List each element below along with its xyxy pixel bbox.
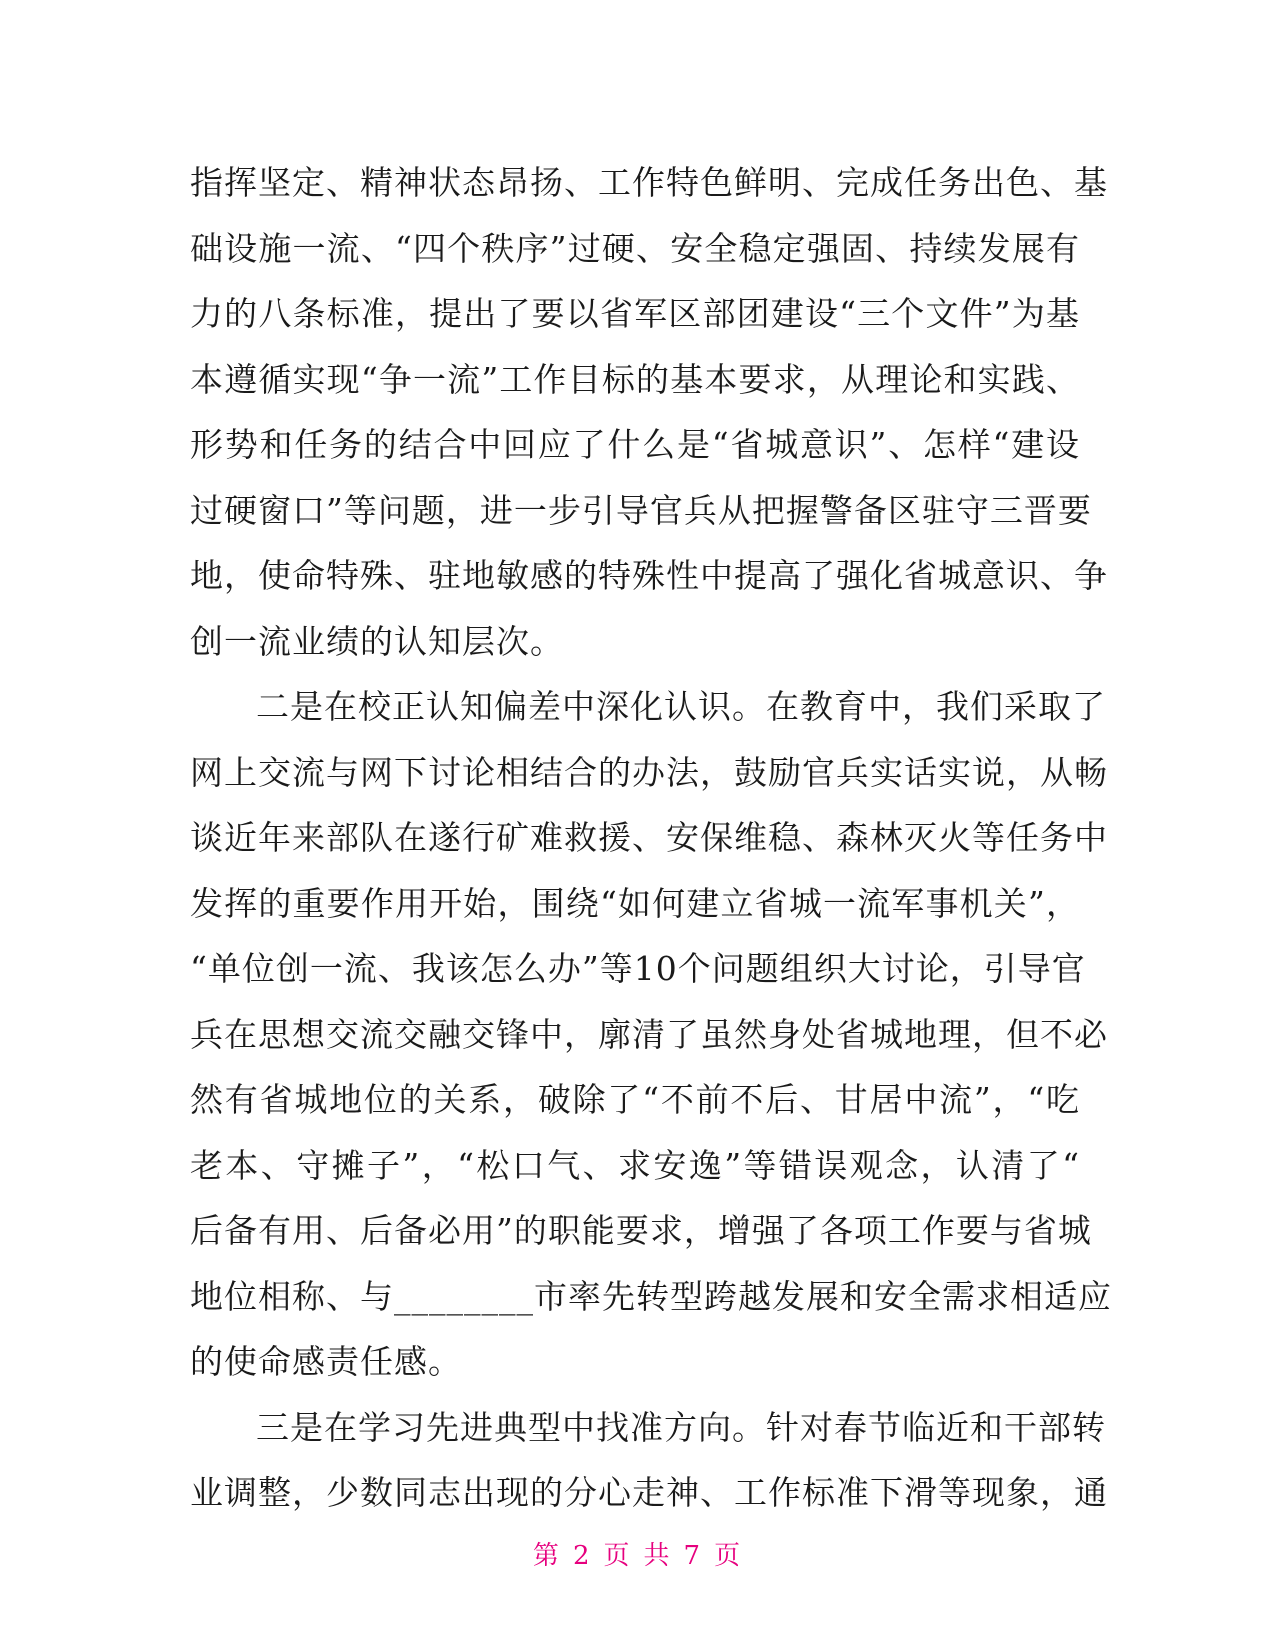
text-line: 过硬窗口”等问题，进一步引导官兵从把握警备区驻守三晋要 xyxy=(190,490,1092,530)
text-line: 地位相称、与________市率先转型跨越发展和安全需求相适应 xyxy=(190,1276,1112,1316)
text-line: 谈近年来部队在遂行矿难救援、安保维稳、森林灭火等任务中 xyxy=(190,818,1108,857)
text-line: 兵在思想交流交融交锋中，廓清了虽然身处省城地理，但不必 xyxy=(190,1014,1108,1054)
text-line: 业调整，少数同志出现的分心走神、工作标准下滑等现象，通 xyxy=(190,1473,1108,1512)
text-line: 后备有用、后备必用”的职能要求，增强了各项工作要与省城 xyxy=(190,1211,1092,1250)
text-line: 指挥坚定、精神状态昂扬、工作特色鲜明、完成任务出色、基 xyxy=(190,163,1108,202)
text-line: 地，使命特殊、驻地敏感的特殊性中提高了强化省城意识、争 xyxy=(190,556,1108,595)
footer-page-unit: 页 xyxy=(603,1541,632,1571)
page-footer xyxy=(0,1535,1275,1572)
footer-total-pages: 7 xyxy=(683,1541,703,1571)
text-line: 老本、守摊子”，“松口气、求安逸”等错误观念，认清了“ xyxy=(190,1145,1080,1185)
text-line: 发挥的重要作用开始，围绕“如何建立省城一流军事机关”， xyxy=(190,883,1080,923)
text-line: 二是在校正认知偏差中深化认识。在教育中，我们采取了 xyxy=(256,687,1106,726)
footer-prefix: 第 xyxy=(532,1541,561,1571)
text-line: 创一流业绩的认知层次。 xyxy=(190,621,564,661)
text-line: 础设施一流、“四个秩序”过硬、安全稳定强固、持续发展有 xyxy=(190,228,1080,268)
text-line: 网上交流与网下讨论相结合的办法，鼓励官兵实话实说，从畅 xyxy=(190,752,1108,792)
text-line: 三是在学习先进典型中找准方向。针对春节临近和干部转 xyxy=(256,1407,1106,1447)
text-line: “单位创一流、我该怎么办”等10个问题组织大讨论，引导官 xyxy=(190,949,1086,988)
body-text xyxy=(190,150,1112,1526)
text-line: 然有省城地位的关系，破除了“不前不后、甘居中流”，“吃 xyxy=(190,1080,1080,1119)
footer-total-unit: 页 xyxy=(714,1541,743,1571)
text-line: 形势和任务的结合中回应了什么是“省城意识”、怎样“建设 xyxy=(190,425,1080,464)
text-line: 力的八条标准，提出了要以省军区部团建设“三个文件”为基 xyxy=(190,294,1080,333)
text-line: 的使命感责任感。 xyxy=(190,1342,462,1381)
text-line: 本遵循实现“争一流”工作目标的基本要求，从理论和实践、 xyxy=(190,359,1080,399)
footer-total-word: 共 xyxy=(643,1541,672,1571)
footer-current-page: 2 xyxy=(572,1541,592,1571)
